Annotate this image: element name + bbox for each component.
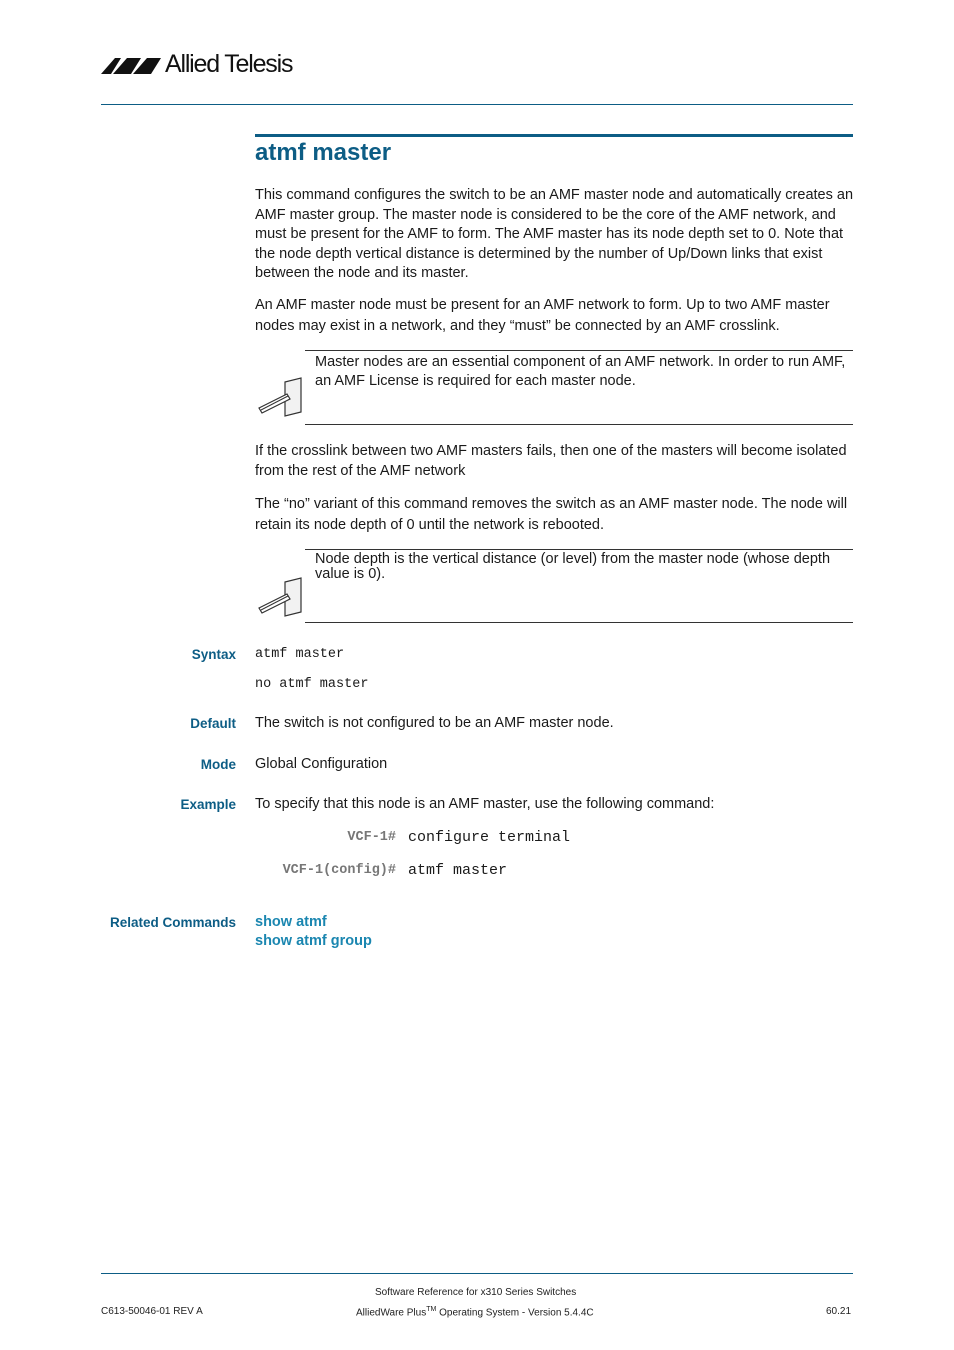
example-text: To specify that this node is an AMF master, use the following command: bbox=[255, 796, 715, 812]
example-label: Example bbox=[180, 797, 236, 812]
no-variant-paragraph: The “no” variant of this command removes the switch as an AMF master node. The node will retain its node depth of 0 until the network is rebooted. bbox=[255, 496, 848, 533]
note1-bottom-rule bbox=[305, 424, 853, 425]
page-title: atmf master bbox=[255, 139, 392, 166]
mode-label: Mode bbox=[200, 757, 236, 772]
example-prompt-2: VCF-1(config)# bbox=[282, 863, 396, 878]
footer-os-version: Operating System - Version 5.4.4C bbox=[436, 1307, 594, 1319]
syntax-line-2: no atmf master bbox=[255, 677, 369, 692]
note1-text: Master nodes are an essential component of an AMF network. In order to run AMF, an AMF License is required for each master node. bbox=[315, 354, 846, 389]
related-commands-label: Related Commands bbox=[109, 915, 236, 930]
footer-trademark: TM bbox=[426, 1306, 437, 1313]
footer-divider bbox=[101, 1273, 853, 1274]
title-bar bbox=[255, 134, 853, 137]
master-requirement-paragraph: An AMF master node must be present for an AMF network to form. Up to two AMF master nodes may exist in a network, and they “must” be connected by an AMF crosslink. bbox=[255, 297, 830, 334]
note2-top-rule bbox=[305, 549, 853, 550]
example-prompt-1: VCF-1# bbox=[347, 830, 396, 845]
header-divider bbox=[101, 104, 853, 105]
intro-paragraph: This command configures the switch to be an AMF master node and automatically creates an AMF master group. The master node is considered to be the core of the AMF network, and must be present for the AMF to form. The AMF master has its node depth set to 0. Note that the node depth vertical distance is determined by the number of Up/Down links that exist between the node and its master. bbox=[255, 187, 854, 281]
logo-wordmark: Allied Telesis bbox=[165, 50, 293, 78]
note1-top-rule bbox=[305, 350, 853, 351]
default-label: Default bbox=[190, 716, 236, 731]
link-show-atmf-group[interactable]: show atmf group bbox=[255, 933, 372, 949]
note2-bottom-rule bbox=[305, 622, 853, 623]
default-text: The switch is not configured to be an AMF master node. bbox=[255, 715, 614, 731]
mode-text: Global Configuration bbox=[255, 756, 388, 772]
footer-title-line1: Software Reference for x310 Series Switches bbox=[375, 1287, 577, 1298]
note2-text: Node depth is the vertical distance (or level) from the master node (whose depth value is 0). bbox=[315, 551, 831, 582]
footer-title-line2 bbox=[356, 1306, 594, 1318]
example-command-1: configure terminal bbox=[408, 829, 571, 846]
note-pencil-icon bbox=[257, 576, 305, 620]
footer-product-name: AlliedWare Plus bbox=[356, 1307, 427, 1319]
syntax-line-1: atmf master bbox=[255, 647, 345, 662]
crosslink-paragraph: If the crosslink between two AMF masters fails, then one of the masters will become isolated from the rest of the AMF network bbox=[255, 443, 847, 479]
syntax-label: Syntax bbox=[191, 647, 236, 662]
footer-doc-id: C613-50046-01 REV A bbox=[101, 1306, 203, 1317]
example-command-2: atmf master bbox=[408, 862, 508, 879]
footer-page-number: 60.21 bbox=[826, 1306, 852, 1317]
note-pencil-icon bbox=[257, 376, 305, 420]
link-show-atmf[interactable]: show atmf bbox=[255, 914, 327, 930]
